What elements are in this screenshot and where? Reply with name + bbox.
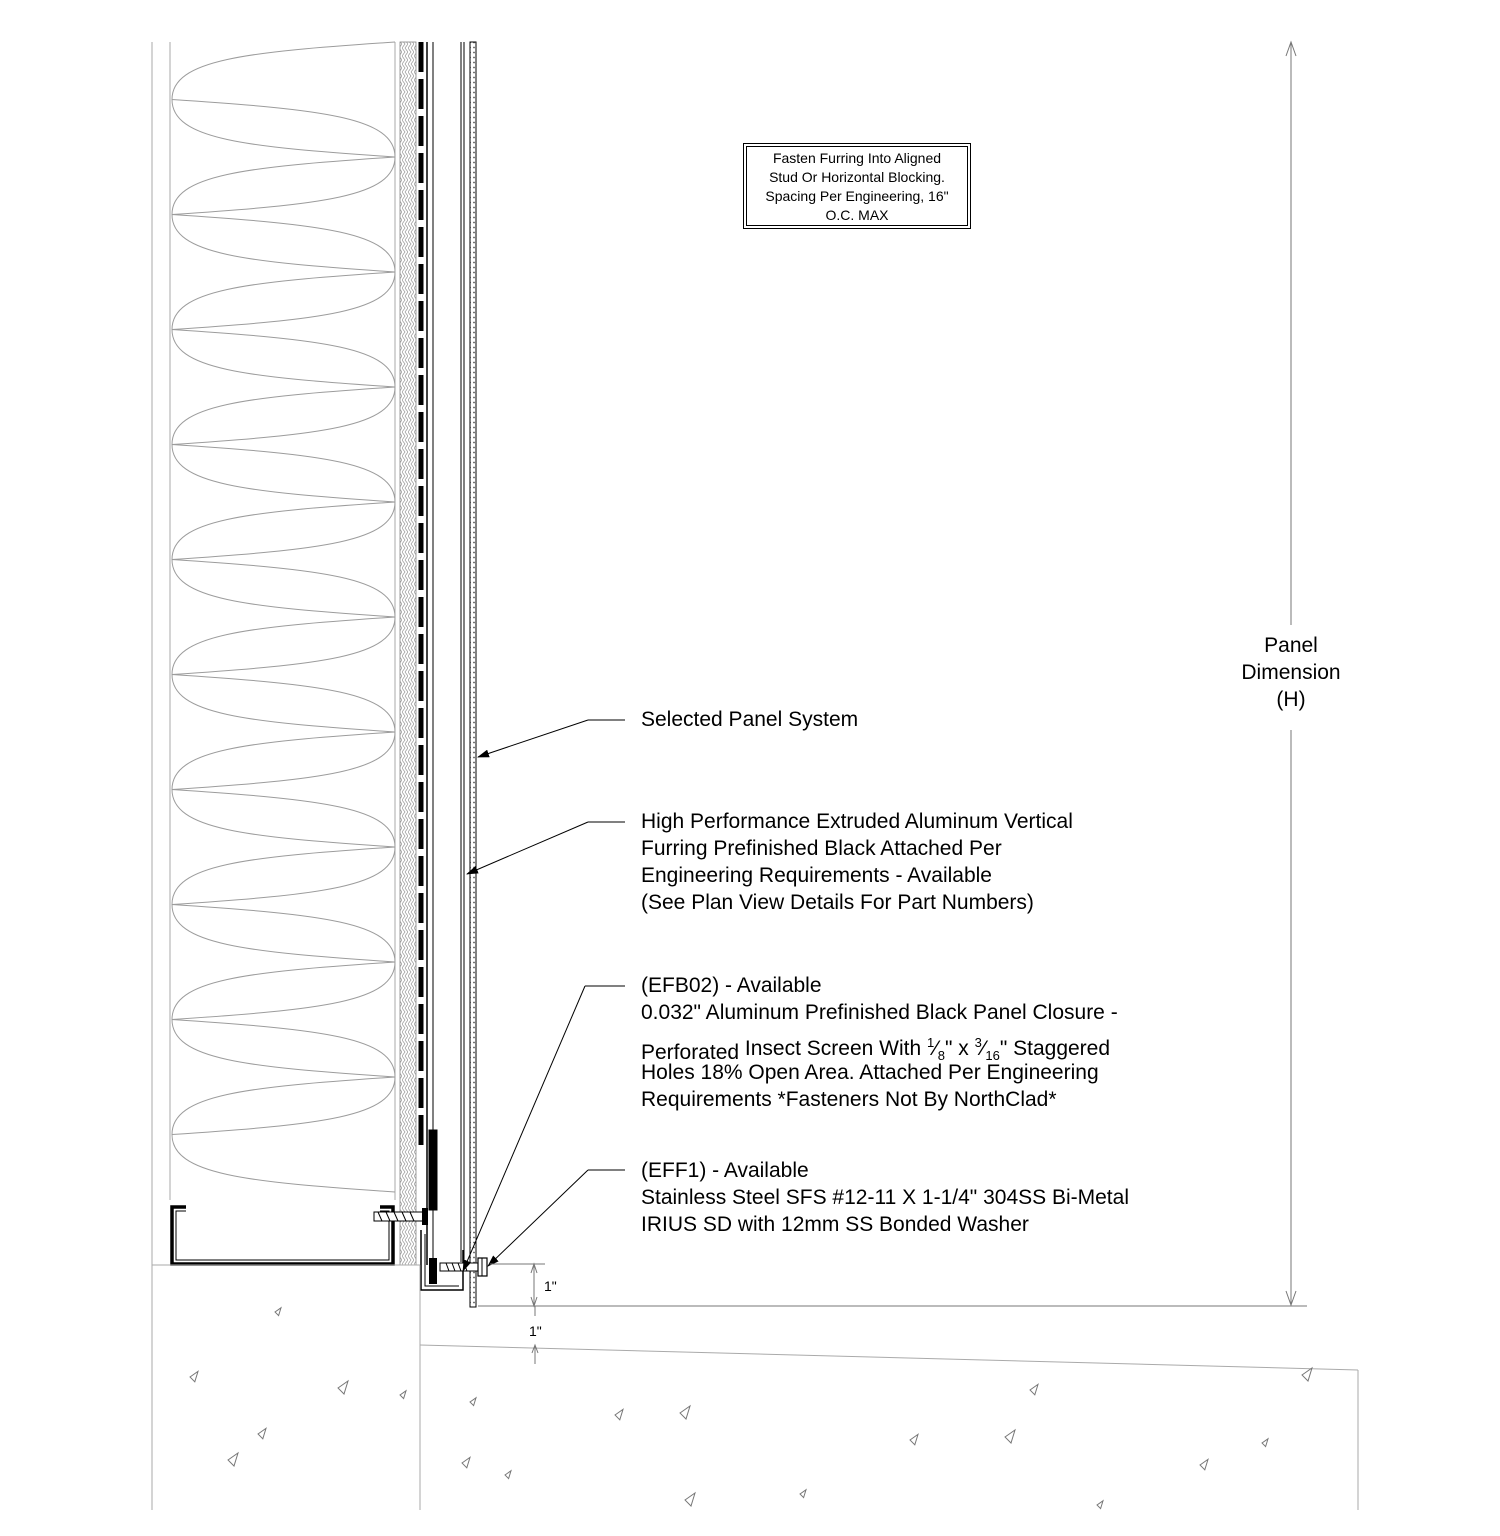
sheathing-board [400, 42, 416, 1265]
panel-system [470, 42, 476, 1307]
batt-insulation [172, 42, 395, 1192]
callout-line: 0.032" Aluminum Prefinished Black Panel Closure - [641, 1001, 1118, 1024]
dimension-lower-1in: 1" [529, 1323, 542, 1339]
vertical-furring [429, 42, 464, 1262]
concrete-slab [152, 1265, 1358, 1510]
aggregate-mark [1030, 1384, 1038, 1394]
wall-cavity [152, 42, 395, 1265]
aggregate-mark [275, 1308, 281, 1316]
fastening-note [746, 146, 968, 226]
callout-line [641, 1026, 1118, 1064]
callout-line: Furring Prefinished Black Attached Per [641, 837, 1002, 860]
aggregate-mark [462, 1457, 470, 1467]
callout-closure [641, 972, 1118, 1113]
aggregate-mark [470, 1398, 476, 1406]
callout-panel-system [641, 706, 858, 733]
callout-line: (EFB02) - Available [641, 974, 822, 997]
callout-fastener [641, 1157, 1129, 1238]
panel-dimension-line: Dimension [1241, 661, 1341, 684]
callout-line: Holes 18% Open Area. Attached Per Engineering [641, 1061, 1099, 1084]
aggregate-mark [685, 1493, 695, 1506]
closure-text: Insect Screen With [744, 1037, 922, 1060]
aggregate-mark [190, 1371, 198, 1381]
callout-line: IRIUS SD with 12mm SS Bonded Washer [641, 1213, 1029, 1236]
aggregate-mark [1302, 1368, 1312, 1381]
note-line: Spacing Per Engineering, 16" [765, 188, 949, 204]
concrete-aggregate [190, 1308, 1312, 1509]
aggregate-mark [800, 1490, 806, 1498]
aggregate-mark [1200, 1459, 1208, 1469]
note-line: Fasten Furring Into Aligned [772, 150, 942, 166]
dimension-upper-1in: 1" [544, 1278, 557, 1294]
one-inch-dimensions [490, 1264, 545, 1364]
fraction-denominator: 8 [937, 1048, 945, 1064]
callout-line: Engineering Requirements - Available [641, 864, 992, 887]
aggregate-mark [615, 1409, 623, 1419]
note-line: Stud Or Horizontal Blocking. [769, 169, 945, 185]
callout-furring [641, 808, 1073, 916]
panel-dimension-line: (H) [1276, 688, 1306, 711]
closure-word: Perforated [641, 1041, 740, 1064]
aggregate-mark [505, 1471, 511, 1479]
aggregate-mark [1005, 1430, 1015, 1443]
panel-dimension-line: Panel [1264, 634, 1318, 657]
fraction-eighth: $^1⁄_8$ [926, 1035, 945, 1064]
stud-track [172, 1207, 393, 1264]
callout-line: Requirements *Fasteners Not By NorthClad* [641, 1088, 1057, 1111]
aggregate-mark [1262, 1439, 1268, 1447]
closure-text: " x [944, 1037, 969, 1060]
callout-line: Selected Panel System [641, 708, 859, 731]
aggregate-mark [1097, 1501, 1103, 1509]
insulation-loops [172, 42, 395, 1192]
callout-line: (EFF1) - Available [641, 1159, 809, 1182]
panel-dimension-label [1230, 632, 1352, 713]
aggregate-mark [910, 1434, 918, 1444]
callout-line: (See Plan View Details For Part Numbers) [641, 891, 1034, 914]
fraction-numerator: 1 [926, 1035, 935, 1050]
aggregate-mark [680, 1406, 690, 1419]
panel-height-dimension [478, 42, 1307, 1306]
weather-barrier [421, 42, 427, 1265]
note-line: O.C. MAX [825, 207, 889, 223]
fraction-three-sixteenths: $^3⁄_{16}$ [974, 1035, 1000, 1064]
aggregate-mark [258, 1428, 266, 1438]
callout-leaders [463, 720, 625, 1271]
aggregate-mark [400, 1391, 406, 1399]
callout-line: High Performance Extruded Aluminum Vertical [641, 810, 1073, 833]
aggregate-mark [338, 1381, 348, 1394]
callout-line: Stainless Steel SFS #12-11 X 1-1/4" 304SS Bi-Metal [641, 1186, 1129, 1209]
closure-text: " Staggered [999, 1037, 1111, 1060]
aggregate-mark [228, 1453, 238, 1466]
fraction-numerator: 3 [974, 1035, 982, 1050]
fraction-denominator: 16 [985, 1048, 1000, 1064]
